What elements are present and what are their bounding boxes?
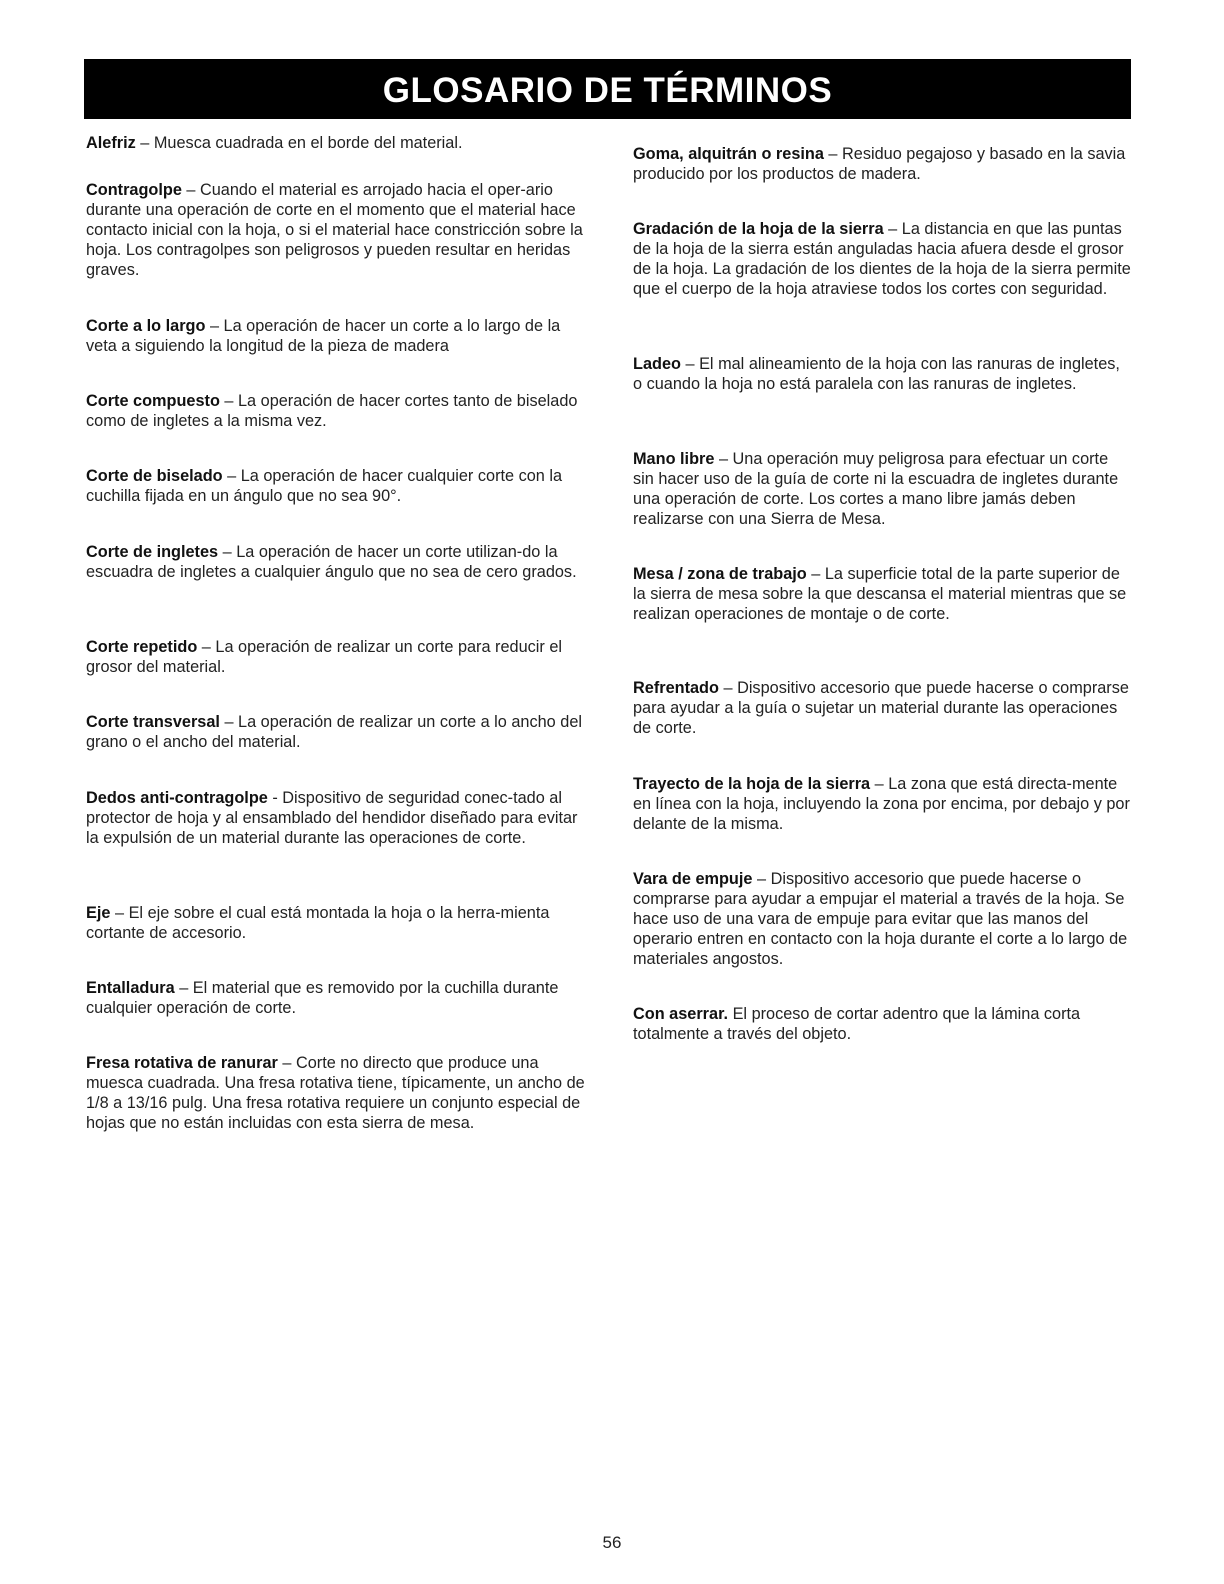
glossary-entry: Goma, alquitrán o resina – Residuo pegajoso y basado en la savia producido por los productos de madera.: [633, 145, 1126, 183]
glossary-entry: Corte a lo largo – La operación de hacer un corte a lo largo de la veta a siguiendo la longitud de la pieza de madera: [86, 317, 561, 355]
glossary-definition: El mal alineamiento de la hoja con las ranuras de ingletes, o cuando la hoja no está paralela con las ranuras de ingletes.: [633, 355, 1120, 393]
glossary-definition: La operación de hacer un corte utilizan-do la escuadra de ingletes a cualquier ángulo que no sea de cero grados.: [86, 543, 577, 581]
glossary-entry: Fresa rotativa de ranurar – Corte no directo que produce una muesca cuadrada. Una fresa rotativa tiene, típicamente, un ancho de 1/8 a 13/16 pulg. Una fresa rotativa requiere un conjunto especial de hojas que no están incluidas con esta sierra de mesa.: [86, 1054, 585, 1132]
page-number: 56: [602, 1533, 622, 1552]
glossary-term: Contragolpe: [86, 181, 182, 199]
glossary-entry: Corte transversal – La operación de realizar un corte a lo ancho del grano o el ancho del material.: [86, 713, 582, 751]
glossary-entry: Corte repetido – La operación de realizar un corte para reducir el grosor del material.: [86, 638, 563, 676]
glossary-entry: Ladeo – El mal alineamiento de la hoja con las ranuras de ingletes, o cuando la hoja no está paralela con las ranuras de ingletes.: [633, 355, 1120, 393]
glossary-entry: Mano libre – Una operación muy peligrosa para efectuar un corte sin hacer uso de la guía de corte ni la escuadra de ingletes durante una operación de corte. Los cortes a mano libre jamás deben realizarse con una Sierra de Mesa.: [633, 450, 1119, 528]
glossary-definition: El proceso de cortar adentro que la lámina corta totalmente a través del objeto.: [633, 1005, 1081, 1043]
glossary-term: Ladeo: [633, 355, 681, 373]
glossary-term: Mano libre: [633, 450, 715, 468]
glossary-term: Gradación de la hoja de la sierra: [633, 220, 884, 238]
glossary-term: Goma, alquitrán o resina: [633, 145, 824, 163]
glossary-definition: Corte no directo que produce una muesca cuadrada. Una fresa rotativa tiene, típicamente, un ancho de 1/8 a 13/16 pulg. Una fresa rotativa requiere un conjunto especial de hojas que no están incluidas con esta sierra de mesa.: [86, 1054, 585, 1132]
glossary-entry: Refrentado – Dispositivo accesorio que puede hacerse o comprarse para ayudar a la guía o sujetar un material durante las operaciones de corte.: [633, 679, 1129, 737]
glossary-term: Corte repetido: [86, 638, 198, 656]
glossary-definition: El eje sobre el cual está montada la hoja o la herra-mienta cortante de accesorio.: [86, 904, 550, 942]
glossary-entry: Contragolpe – Cuando el material es arrojado hacia el oper-ario durante una operación de corte en el momento que el material hace contacto inicial con la hoja, o si el material hace constricción sobre la hoja. Los contragolpes son peligrosos y pueden resultar en heridas graves.: [86, 181, 583, 279]
glossary-entry: Alefriz – Muesca cuadrada en el borde del material.: [86, 134, 463, 152]
glossary-term: Con aserrar.: [633, 1005, 729, 1023]
title-banner: [84, 59, 1131, 119]
glossary-term: Eje: [86, 904, 111, 922]
glossary-definition: El material que es removido por la cuchilla durante cualquier operación de corte.: [86, 979, 559, 1017]
glossary-entry: Eje – El eje sobre el cual está montada la hoja o la herra-mienta cortante de accesorio.: [86, 904, 550, 942]
glossary-entry: [633, 1004, 1133, 1044]
glossary-definition: La zona que está directa-mente en línea con la hoja, incluyendo la zona por encima, por debajo y por delante de la misma.: [633, 775, 1130, 833]
glossary-definition: La superficie total de la parte superior de la sierra de mesa sobre la que descansa el material mientras que se realizan operaciones de montaje o de corte.: [633, 565, 1127, 623]
glossary-term: Corte de ingletes: [86, 543, 219, 561]
glossary-definition: La distancia en que las puntas de la hoja de la sierra están anguladas hacia afuera desde el grosor de la hoja. La gradación de los dientes de la hoja de la sierra permite que el cuerpo de la hoja atraviese todos los cortes con seguridad.: [633, 220, 1131, 298]
glossary-definition: Dispositivo de seguridad conec-tado al protector de hoja y al ensamblado del hendidor diseñado para evitar la expulsión de un material durante las operaciones de corte.: [86, 789, 578, 847]
glossary-definition: La operación de hacer cualquier corte con la cuchilla fijada en un ángulo que no sea 90°.: [86, 467, 563, 505]
glossary-entry: Gradación de la hoja de la sierra – La distancia en que las puntas de la hoja de la sierra están anguladas hacia afuera desde el grosor de la hoja. La gradación de los dientes de la hoja de la sierra permite que el cuerpo de la hoja atraviese todos los cortes con seguridad.: [633, 220, 1131, 298]
glossary-definition: Dispositivo accesorio que puede hacerse o comprarse para ayudar a empujar el material a través de la hoja. Se hace uso de una vara de empuje para evitar que las manos del operario entren en contacto con la hoja durante el corte a lo largo de materiales angostos.: [633, 870, 1128, 968]
page-title: GLOSARIO DE TÉRMINOS: [382, 70, 833, 110]
glossary-entry: Dedos anti-contragolpe - Dispositivo de seguridad conec-tado al protector de hoja y al ensamblado del hendidor diseñado para evitar la expulsión de un material durante las operaciones de corte.: [86, 789, 578, 847]
glossary-definition: Muesca cuadrada en el borde del material.: [153, 134, 463, 152]
glossary-term: Trayecto de la hoja de la sierra: [633, 775, 871, 793]
glossary-definition: Una operación muy peligrosa para efectuar un corte sin hacer uso de la guía de corte ni la escuadra de ingletes durante una operación de corte. Los cortes a mano libre jamás deben realizarse con una Sierra de Mesa.: [633, 450, 1119, 528]
glossary-entry: Corte compuesto – La operación de hacer cortes tanto de biselado como de ingletes a la misma vez.: [86, 392, 578, 430]
glossary-entry: Corte de ingletes – La operación de hacer un corte utilizan-do la escuadra de ingletes a cualquier ángulo que no sea de cero grados.: [86, 543, 577, 581]
glossary-term: Fresa rotativa de ranurar: [86, 1054, 278, 1072]
glossary-term: Vara de empuje: [633, 870, 753, 888]
glossary-entry: Vara de empuje – Dispositivo accesorio que puede hacerse o comprarse para ayudar a empujar el material a través de la hoja. Se hace uso de una vara de empuje para evitar que las manos del operario entren en contacto con la hoja durante el corte a lo largo de materiales angostos.: [633, 870, 1128, 968]
glossary-term: Refrentado: [633, 679, 719, 697]
glossary-definition: La operación de realizar un corte a lo ancho del grano o el ancho del material.: [86, 713, 582, 751]
glossary-entry: Mesa / zona de trabajo – La superficie total de la parte superior de la sierra de mesa sobre la que descansa el material mientras que se realizan operaciones de montaje o de corte.: [633, 565, 1127, 623]
glossary-term: Corte de biselado: [86, 467, 223, 485]
glossary-term: Entalladura: [86, 979, 175, 997]
glossary-entry: Entalladura – El material que es removido por la cuchilla durante cualquier operación de corte.: [86, 979, 559, 1017]
glossary-definition: Residuo pegajoso y basado en la savia producido por los productos de madera.: [633, 145, 1126, 183]
glossary-definition: La operación de hacer un corte a lo largo de la veta a siguiendo la longitud de la pieza de madera: [86, 317, 561, 355]
glossary-term: Corte a lo largo: [86, 317, 206, 335]
glossary-term: Corte compuesto: [86, 392, 220, 410]
glossary-definition: La operación de realizar un corte para reducir el grosor del material.: [86, 638, 563, 676]
glossary-term: Mesa / zona de trabajo: [633, 565, 807, 583]
glossary-term: Dedos anti-contragolpe: [86, 789, 268, 807]
glossary-term: Corte transversal: [86, 713, 220, 731]
glossary-term: Alefriz: [86, 134, 136, 152]
glossary-definition: La operación de hacer cortes tanto de biselado como de ingletes a la misma vez.: [86, 392, 578, 430]
glossary-definition: Cuando el material es arrojado hacia el oper-ario durante una operación de corte en el momento que el material hace contacto inicial con la hoja, o si el material hace constricción sobre la hoja. Los contragolpes son peligrosos y pueden resultar en heridas graves.: [86, 181, 583, 279]
glossary-definition: Dispositivo accesorio que puede hacerse o comprarse para ayudar a la guía o sujetar un material durante las operaciones de corte.: [633, 679, 1129, 737]
glossary-entry: Trayecto de la hoja de la sierra – La zona que está directa-mente en línea con la hoja, incluyendo la zona por encima, por debajo y por delante de la misma.: [633, 775, 1130, 833]
glossary-entry: Corte de biselado – La operación de hacer cualquier corte con la cuchilla fijada en un ángulo que no sea 90°.: [86, 467, 563, 505]
